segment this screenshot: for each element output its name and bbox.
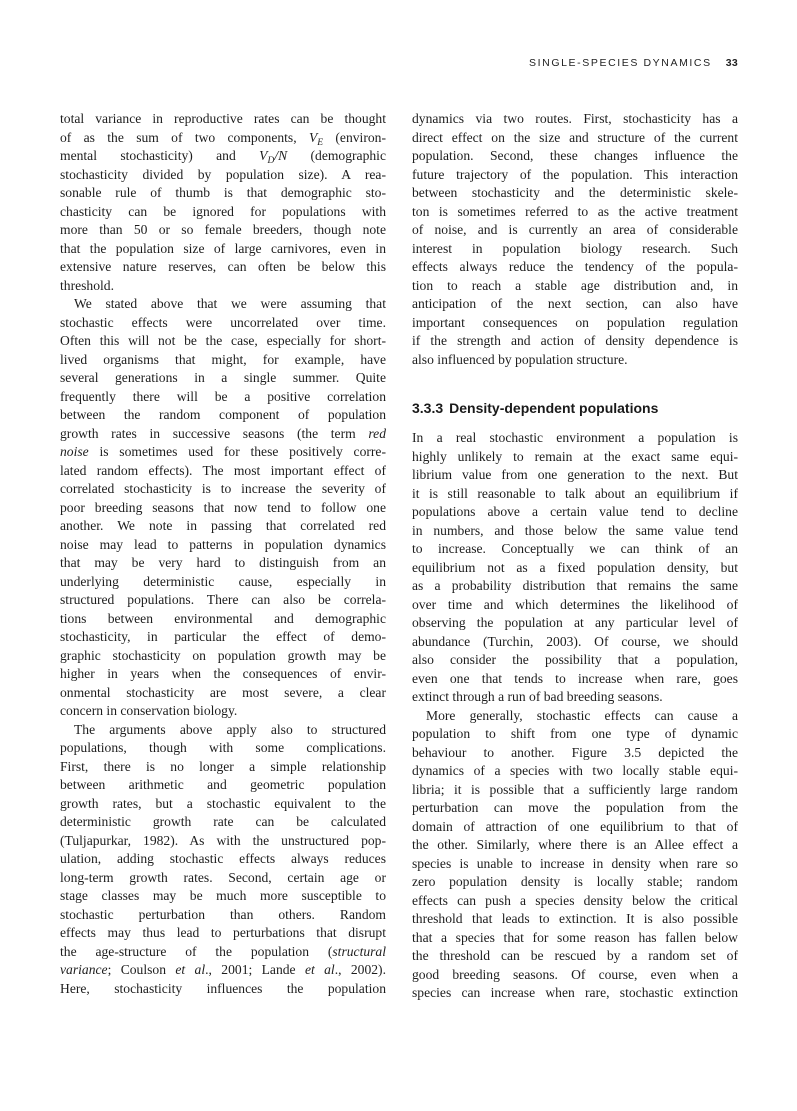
left-column — [60, 110, 386, 998]
text-line: the threshold can be rescued by a random set of — [412, 948, 738, 963]
paragraph — [412, 429, 738, 707]
text-line: noise may lead to patterns in population dynamics — [60, 536, 386, 552]
text-line: over time and which determines the likelihood of — [412, 596, 738, 612]
text-line: Here, stochasticity influences the population — [60, 980, 386, 996]
text-line: We stated above that we were assuming that — [74, 296, 386, 311]
running-title: SINGLE-SPECIES DYNAMICS — [529, 57, 712, 69]
paragraph — [60, 295, 386, 721]
text-line: frequently there will be a positive correlation — [60, 388, 386, 404]
text-line: (Tuljapurkar, 1982). As with the unstructured pop- — [60, 832, 386, 848]
running-header — [529, 57, 738, 69]
text-line: if the strength and action of density dependence is — [412, 333, 738, 348]
text-line: noise is sometimes used for these positively corre- — [60, 444, 386, 459]
page-number: 33 — [725, 57, 738, 69]
text-line: the age-structure of the population (structural — [60, 943, 386, 959]
text-line: extensive nature reserves, can often be below this — [60, 259, 386, 274]
paragraph — [60, 110, 386, 295]
text-line: observing the population at any particular level of — [412, 615, 738, 630]
section-title: Density-dependent populations — [449, 400, 659, 416]
text-line: tion to reach a stable age distribution and, in — [412, 277, 738, 293]
text-line: total variance in reproductive rates can be thought — [60, 111, 386, 126]
text-line: more than 50 or so female breeders, though note — [60, 222, 386, 237]
text-line: stage classes may be much more susceptible to — [60, 888, 386, 903]
text-line: More generally, stochastic effects can cause a — [426, 707, 738, 723]
text-line: also influenced by population structure. — [412, 351, 628, 367]
text-line: threshold. — [60, 277, 114, 293]
section-heading — [412, 399, 738, 417]
text-line: populations, though with some complications. — [60, 740, 386, 755]
text-line: dynamics of a species with two locally stable equi- — [412, 763, 738, 778]
text-line: librium value from one generation to the next. But — [412, 467, 738, 482]
text-line: stochasticity divided by population size). A rea- — [60, 166, 386, 182]
text-line: population to shift from one type of dynamic — [412, 726, 738, 741]
text-line: zero population density is locally stable; random — [412, 874, 738, 889]
text-line: threshold that leads to extinction. It is also possible — [412, 911, 738, 926]
section-number: 3.3.3 — [412, 400, 444, 416]
text-line: highly unlikely to remain at the exact same equi- — [412, 448, 738, 464]
text-line: behaviour to another. Figure 3.5 depicted the — [412, 744, 738, 760]
text-line: in numbers, and those below the same value tend — [412, 522, 738, 538]
text-line: sonable rule of thumb is that demographic sto- — [60, 185, 386, 200]
text-line: onmental stochasticity are most severe, a clear — [60, 684, 386, 700]
text-line: abundance (Turchin, 2003). Of course, we should — [412, 633, 738, 649]
text-line: chasticity can be ignored for populations with — [60, 203, 386, 219]
text-line: ton is sometimes referred to as the active treatment — [412, 203, 738, 219]
text-line: population. Second, these changes influence the — [412, 148, 738, 163]
text-line: effects may thus lead to perturbations that disrupt — [60, 925, 386, 940]
text-line: the other. Similarly, where there is an Allee effect a — [412, 837, 738, 852]
text-line: good breeding seasons. Of course, even when a — [412, 966, 738, 982]
text-line: that a species that for some reason has fallen below — [412, 929, 738, 945]
text-line: between the random component of population — [60, 407, 386, 422]
text-line: Often this will not be the case, especially for short- — [60, 333, 386, 348]
text-line: even one that tends to increase when rare, goes — [412, 670, 738, 686]
text-line: it is still reasonable to talk about an equilibrium if — [412, 485, 738, 501]
text-line: of noise, and is currently an area of considerable — [412, 222, 738, 237]
text-line: concern in conservation biology. — [60, 703, 238, 718]
text-line: to increase. Conceptually we can think of an — [412, 541, 738, 556]
text-line: species is unable to increase in density when rare so — [412, 855, 738, 871]
text-line: stochastic perturbation than others. Random — [60, 906, 386, 922]
text-line: variance; Coulson et al., 2001; Lande et al., 2002). — [60, 962, 386, 977]
text-line: that the population size of large carnivores, even in — [60, 240, 386, 256]
text-line: lated random effects). The most important effect of — [60, 462, 386, 478]
text-line: effects can push a species density below the critical — [412, 892, 738, 908]
text-line: extinct through a run of bad breeding seasons. — [412, 689, 663, 704]
text-line: domain of attraction of one equilibrium to that of — [412, 818, 738, 834]
text-line: stochastic effects were uncorrelated over time. — [60, 314, 386, 330]
text-line: perturbation can move the population from the — [412, 800, 738, 815]
text-line: mental stochasticity) and $V_D/N$ (demographic — [60, 148, 386, 166]
text-line: The arguments above apply also to structured — [74, 721, 386, 737]
text-line: important consequences on population regulation — [412, 314, 738, 330]
text-line: also consider the possibility that a population, — [412, 652, 738, 667]
text-line: graphic stochasticity on population growth may be — [60, 647, 386, 663]
text-line: of as the sum of two components, $V_E$ (environ- — [60, 129, 386, 147]
text-line: stochasticity, in particular the effect of demo- — [60, 629, 386, 644]
text-line: equilibrium not as a fixed population density, but — [412, 559, 738, 575]
text-line: growth rates in successive seasons (the term red — [60, 425, 386, 441]
text-line: long-term growth rates. Second, certain age or — [60, 869, 386, 885]
paragraph — [412, 707, 738, 1003]
text-line: tions between environmental and demographic — [60, 610, 386, 626]
text-line: lived organisms that might, for example, have — [60, 351, 386, 367]
right-column — [412, 110, 738, 1003]
paragraph — [412, 110, 738, 369]
text-line: libria; it is possible that a sufficiently large random — [412, 781, 738, 797]
text-line: several generations in a single summer. Quite — [60, 370, 386, 385]
text-line: In a real stochastic environment a population is — [412, 430, 738, 445]
text-line: direct effect on the size and structure of the current — [412, 129, 738, 145]
text-line: underlying deterministic cause, especially in — [60, 573, 386, 589]
text-line: growth rates, but a stochastic equivalent to the — [60, 795, 386, 811]
text-line: future trajectory of the population. This interaction — [412, 166, 738, 182]
text-line: that may be very hard to distinguish from an — [60, 555, 386, 570]
text-line: between arithmetic and geometric population — [60, 777, 386, 792]
text-line: ulation, adding stochastic effects always reduces — [60, 851, 386, 866]
text-line: as a probability distribution that remains the same — [412, 578, 738, 593]
text-line: correlated stochasticity is to increase the severity of — [60, 481, 386, 496]
text-line: dynamics via two routes. First, stochasticity has a — [412, 111, 738, 126]
text-line: higher in years when the consequences of envir- — [60, 666, 386, 681]
text-line: First, there is no longer a simple relationship — [60, 758, 386, 774]
text-line: populations above a certain value tend to decline — [412, 504, 738, 519]
text-line: deterministic growth rate can be calculated — [60, 814, 386, 829]
text-line: interest in population biology research. Such — [412, 240, 738, 256]
text-line: effects always reduce the tendency of the popula- — [412, 259, 738, 274]
text-line: between stochasticity and the deterministic skele- — [412, 185, 738, 200]
text-line: species can increase when rare, stochastic extinction — [412, 985, 738, 1000]
paragraph — [60, 721, 386, 999]
text-line: another. We note in passing that correlated red — [60, 518, 386, 533]
text-line: structured populations. There can also be correla- — [60, 592, 386, 607]
text-line: poor breeding seasons that now tend to follow one — [60, 499, 386, 515]
text-line: anticipation of the next section, can also have — [412, 296, 738, 311]
